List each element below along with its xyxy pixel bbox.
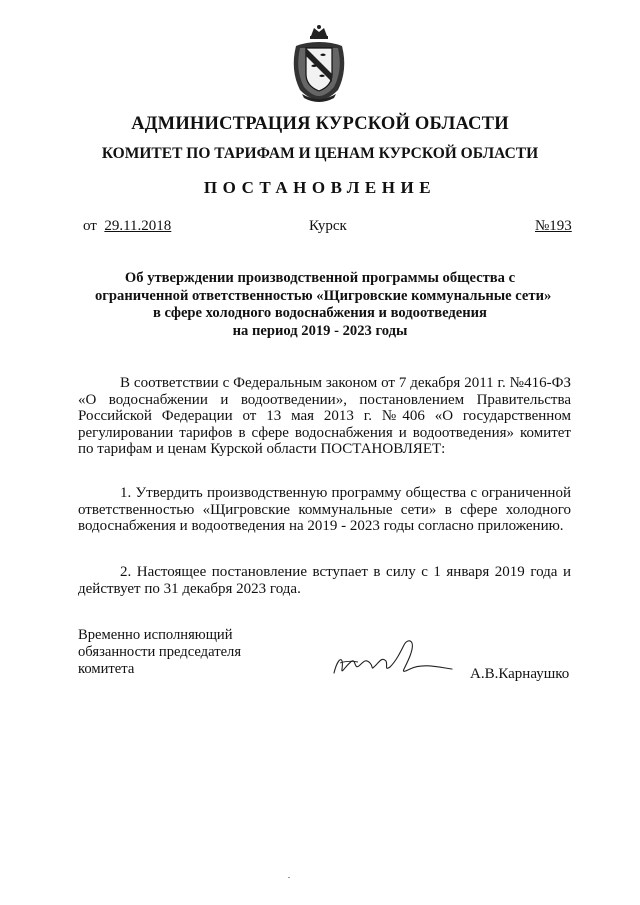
signatory-position-line: комитета — [78, 661, 135, 677]
signatory-position-line: обязанности председателя — [78, 644, 242, 660]
signatory-name: А.В.Карнаушко — [470, 666, 570, 682]
title-line: Об утверждении производственной программы общества с — [124, 270, 516, 286]
clause-2-paragraph: 2. Настоящее постановление вступает в силу с 1 января 2019 года и действует по 31 декабря 2023 года. — [78, 564, 571, 597]
document-number: №193 — [535, 218, 572, 234]
document-city: Курск — [309, 218, 347, 234]
organization-title: АДМИНИСТРАЦИЯ КУРСКОЙ ОБЛАСТИ — [131, 114, 509, 134]
document-title — [95, 270, 552, 340]
committee-title: КОМИТЕТ ПО ТАРИФАМ И ЦЕНАМ КУРСКОЙ ОБЛАСТИ — [101, 145, 539, 162]
scan-artifact-dot — [288, 877, 290, 878]
preamble-paragraph: В соответствии с Федеральным законом от 7 декабря 2011 г. №416-ФЗ «О водоснабжении и водоотведении», постановлением Правительства Российской Федерации от 13 мая 2013 г. №406 «О государственном регулировании тарифов в сфере водоснабжения и водоотведения» комитет по тарифам и ценам Курской области ПОСТАНОВЛЯЕТ: — [78, 375, 571, 458]
signatory-position-line: Временно исполняющий — [78, 627, 233, 643]
document-type-title: ПОСТАНОВЛЕНИЕ — [203, 178, 437, 197]
date-prefix: от — [83, 218, 97, 234]
title-line: ограниченной ответственностью «Щигровские коммунальные сети» — [95, 287, 552, 304]
handwritten-signature — [330, 635, 455, 685]
clause-1-paragraph: 1. Утвердить производственную программу общества с ограниченной ответственностью «Щигровские коммунальные сети» в сфере холодного водоснабжения и водоотведения на 2019 - 2023 годы согласно приложению. — [78, 485, 571, 535]
document-date — [83, 218, 171, 235]
title-line: в сфере холодного водоснабжения и водоотведения — [153, 305, 487, 321]
date-value: 29.11.2018 — [104, 218, 172, 234]
coat-of-arms-icon — [286, 24, 352, 102]
title-line: на период 2019 - 2023 годы — [232, 322, 408, 339]
signatory-position — [78, 627, 241, 678]
